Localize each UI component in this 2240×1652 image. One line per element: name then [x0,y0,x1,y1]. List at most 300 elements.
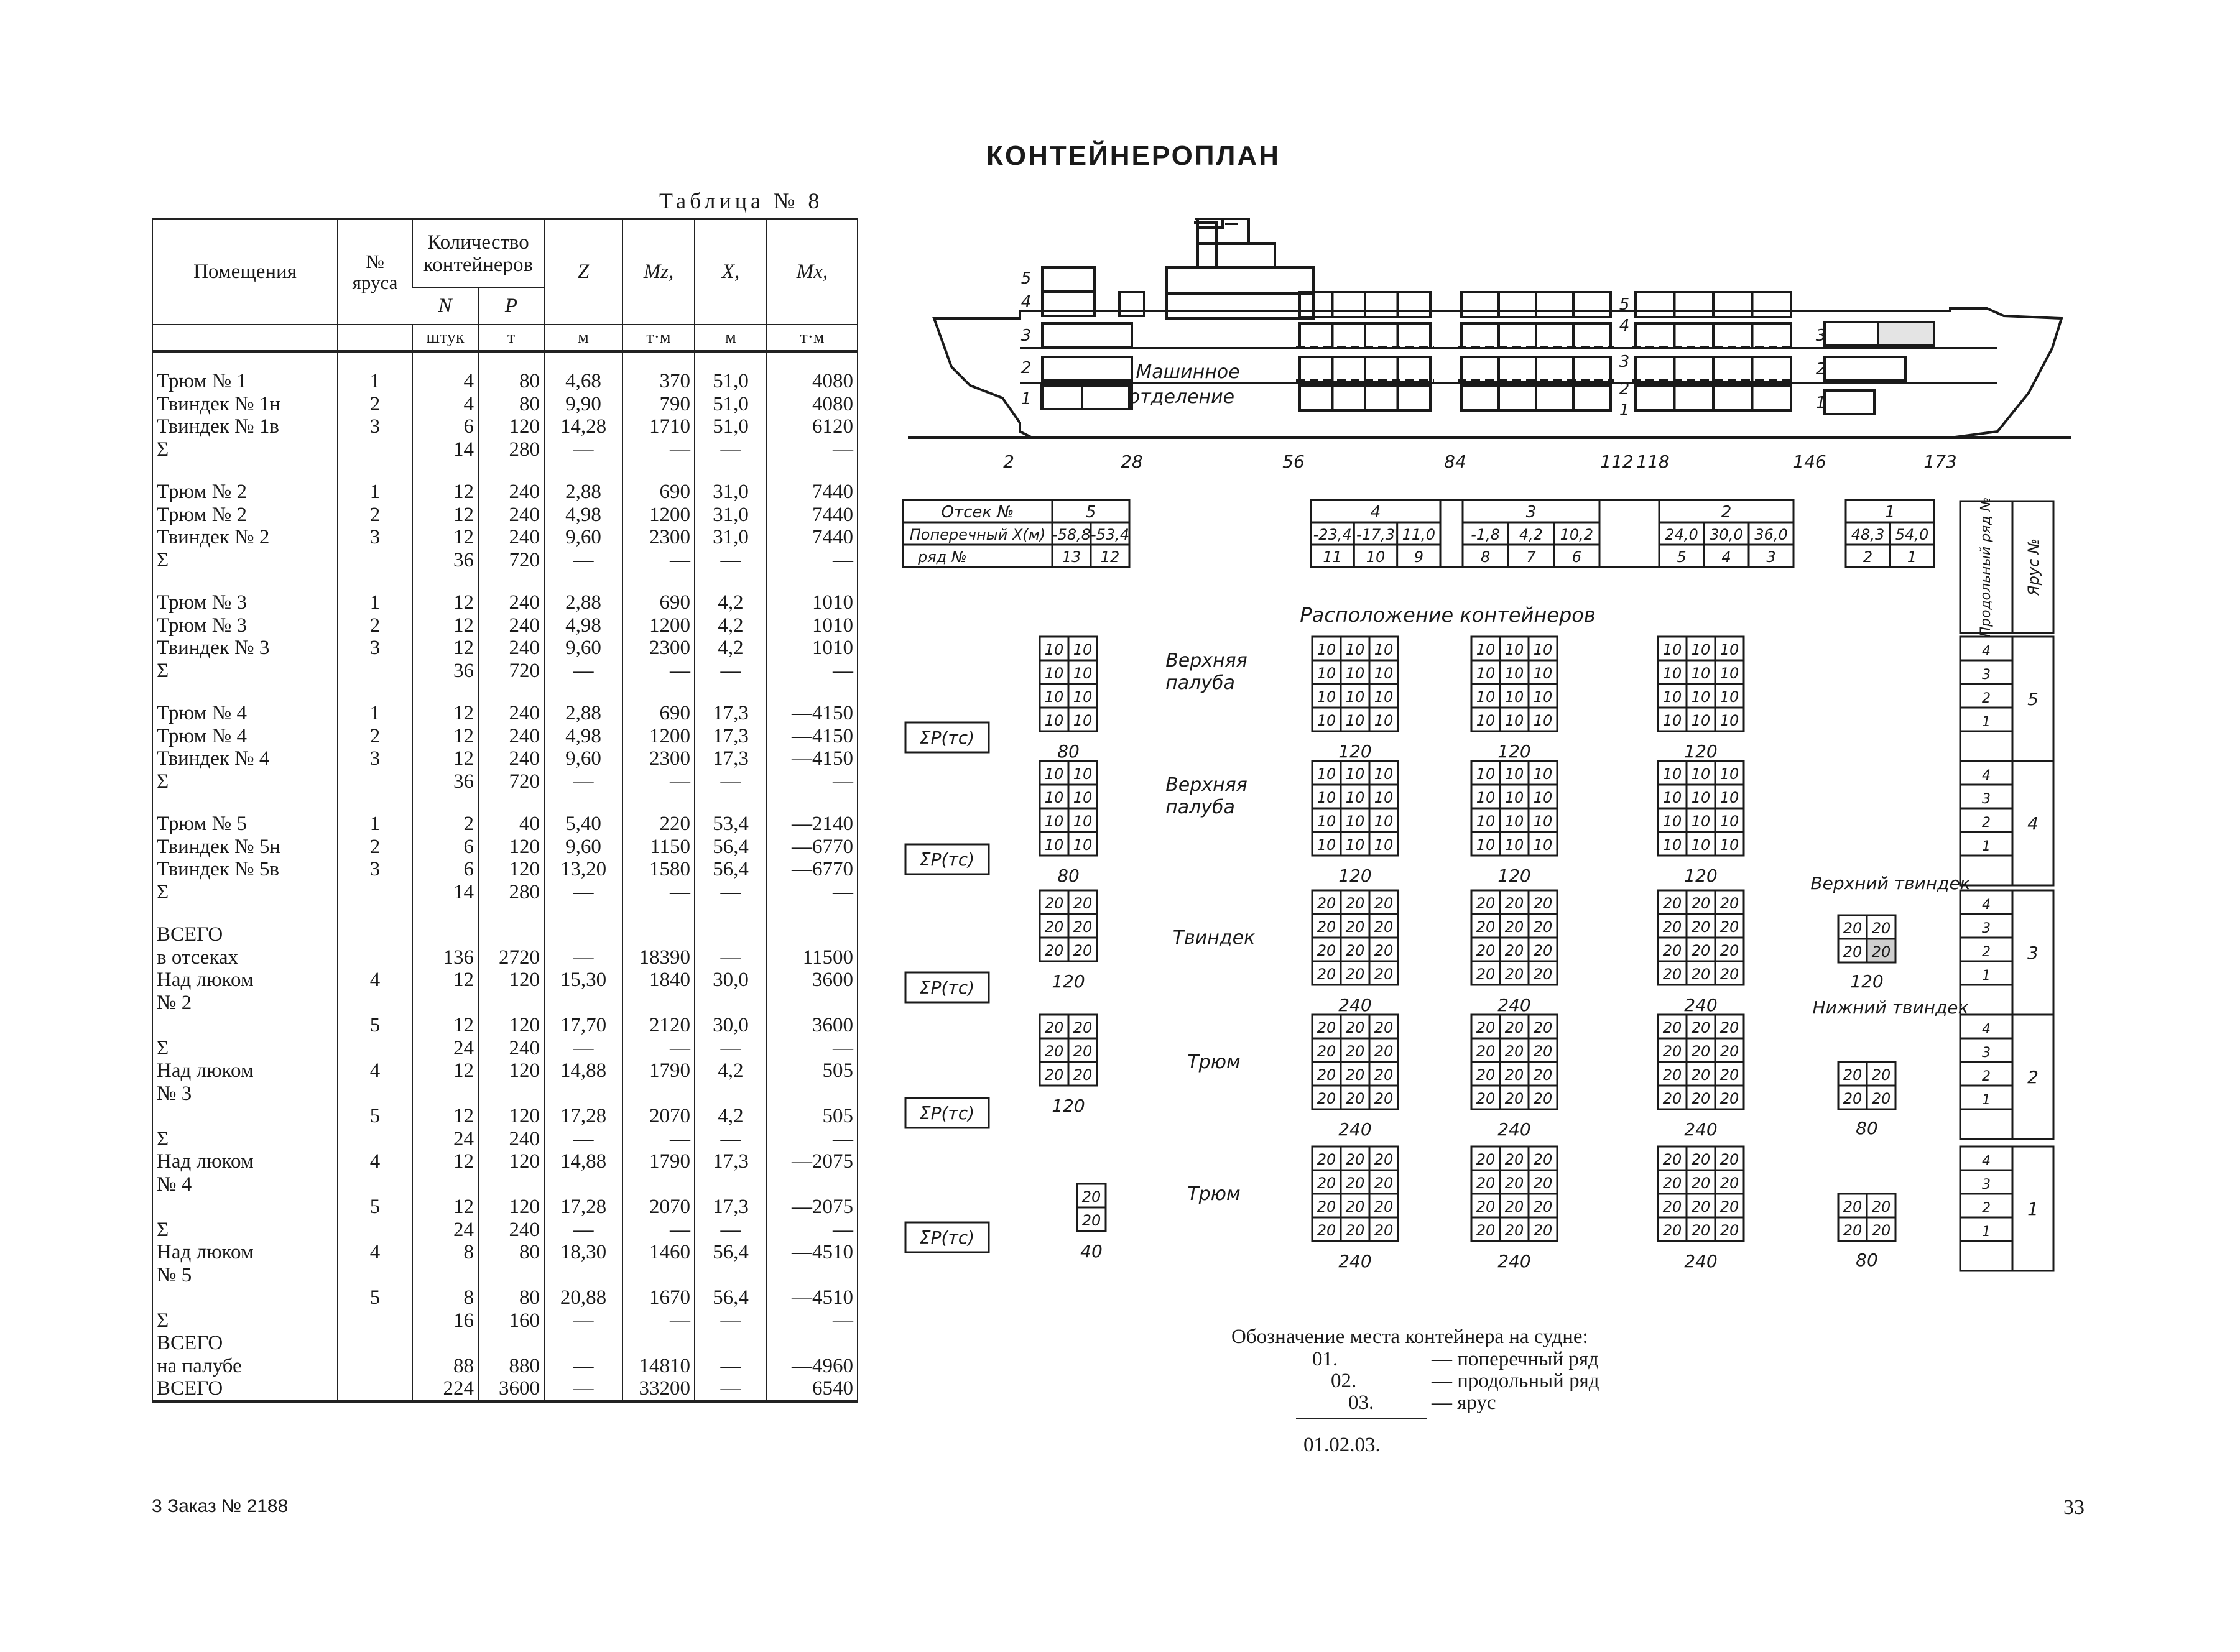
cell: 12 [412,481,478,504]
container-value: 20 [1662,1066,1682,1084]
container-value: 10 [1476,688,1496,706]
row-label: Трюм № 2 [157,481,247,503]
container-value: 10 [1533,712,1553,729]
container-value: 20 [1691,1066,1711,1084]
cell: 80 [478,393,544,416]
level-total: 120 [1684,741,1718,762]
container-value: 20 [1345,1043,1365,1060]
container-value: 20 [1476,1198,1496,1216]
container-value: 10 [1345,665,1365,682]
cell: 240 [478,747,544,770]
legend-code-2: 02. [1331,1370,1357,1392]
cell: 30,0 [695,1014,767,1037]
cell: 3 [338,415,412,438]
container-value: 20 [1345,1198,1365,1216]
legend-example: 01.02.03. [1303,1434,1381,1456]
cell: 5 [338,1014,412,1037]
container-value: 20 [1504,966,1524,983]
container-value: 20 [1719,895,1739,912]
header-p: P [478,287,544,325]
cell: 9,60 [544,526,622,549]
cell: 1790 [622,1059,695,1082]
cell: 2120 [622,1014,695,1037]
container-value: 10 [1073,836,1093,854]
container-value: 20 [1476,1174,1496,1192]
cell: 1840 [622,969,695,992]
unit-cell: т·м [622,325,695,351]
cell: 17,70 [544,1014,622,1037]
cell: 120 [478,1105,544,1128]
row-label: Σ [157,659,169,682]
transverse-value: -17,3 [1356,526,1395,543]
aft-tier-box [1042,357,1132,381]
container-value: 20 [1476,1043,1496,1060]
level-total: 120 [1338,741,1372,762]
cell: — [544,438,622,461]
level-total: 120 [1052,971,1085,992]
row-number: 11 [1323,548,1342,566]
container-value: 20 [1044,1066,1064,1084]
container-value: 10 [1504,836,1524,854]
cell: 240 [478,1219,544,1242]
container-value: 10 [1691,688,1711,706]
cell: 12 [412,747,478,770]
subrow-number: 2 [1982,691,1991,706]
cell: — [622,1128,695,1151]
transverse-value: -58,8 [1052,526,1091,543]
cell: 14 [412,881,478,904]
container-value: 20 [1871,1066,1891,1084]
cell: 7440 [767,481,858,504]
cell: 56,4 [695,1241,767,1264]
container-value: 10 [1317,712,1336,729]
level-name: палуба [1165,672,1235,694]
cell: 4,2 [695,1105,767,1128]
container-value: 10 [1317,641,1336,658]
container-value: 20 [1374,1198,1394,1216]
container-value: 20 [1476,966,1496,983]
tier-number: 5 [2027,689,2039,709]
container-value: 10 [1073,789,1093,806]
cell: — [622,549,695,572]
cell: 4 [338,1241,412,1264]
cell: —2075 [767,1150,858,1173]
compartment-number: 5 [1085,503,1096,522]
row-label: Σ [157,1036,169,1059]
frame-number: 112 [1600,451,1634,472]
cell: —4150 [767,747,858,770]
cell: 6 [412,858,478,881]
cell: 136 [412,946,478,969]
cell: — [767,770,858,793]
cell: 4,2 [695,1059,767,1082]
cell: 36 [412,549,478,572]
cell: 31,0 [695,481,767,504]
container-value: 20 [1871,1090,1891,1107]
subrow-number: 3 [1982,1177,1991,1193]
cell: 14,88 [544,1150,622,1173]
container-value: 20 [1476,1019,1496,1036]
legend-text-1: — поперечный ряд [1432,1348,1599,1370]
container-value: 20 [1073,895,1093,912]
cell: 13,20 [544,858,622,881]
cell: 17,28 [544,1105,622,1128]
row-number: 2 [1863,548,1873,566]
container-value: 10 [1345,789,1365,806]
unit-cell: т [478,325,544,351]
container-value: 20 [1662,1222,1682,1239]
container-value: 20 [1476,1066,1496,1084]
cell: 2300 [622,747,695,770]
cell: 18,30 [544,1241,622,1264]
cell: 720 [478,770,544,793]
cell: 240 [478,504,544,527]
bow-tier-number: 2 [1815,360,1826,379]
mid-tier-number: 3 [1619,353,1630,371]
mid-tier-number: 1 [1619,401,1630,420]
container-value: 10 [1504,665,1524,682]
cell: 5 [338,1105,412,1128]
container-value: 10 [1073,688,1093,706]
container-value: 10 [1504,641,1524,658]
cell: 2 [338,725,412,748]
compartment-number: 3 [1525,503,1537,522]
level-total: 120 [1497,865,1531,886]
cell: 31,0 [695,526,767,549]
level-total: 240 [1497,995,1531,1015]
container-value: 10 [1719,765,1739,783]
cell: 240 [478,725,544,748]
container-value: 20 [1504,895,1524,912]
row-label: Над люком [157,1150,254,1173]
cell: — [767,660,858,683]
cell: 17,3 [695,702,767,725]
cell: 12 [412,1105,478,1128]
cell: 2070 [622,1105,695,1128]
aft-tier-number: 4 [1020,293,1032,311]
container-value: 20 [1317,1066,1336,1084]
container-value: 20 [1504,1151,1524,1168]
cell: 4,2 [695,614,767,637]
cell: 2070 [622,1196,695,1219]
unit-cell: м [695,325,767,351]
cell: 120 [478,969,544,992]
container-value: 20 [1476,1222,1496,1239]
cell: — [622,1219,695,1242]
container-value: 20 [1374,1090,1394,1107]
tier-number: 1 [2027,1199,2039,1219]
cell: 1710 [622,415,695,438]
cell: 690 [622,481,695,504]
cell: 4,98 [544,504,622,527]
row-number: 12 [1100,548,1120,566]
cell: 12 [412,637,478,660]
container-value: 10 [1662,813,1682,830]
bow-box-mid [1825,357,1905,381]
cell: 4,2 [695,591,767,614]
container-value: 20 [1533,1066,1553,1084]
container-value: 10 [1374,712,1394,729]
cell: 280 [478,881,544,904]
cell: — [622,770,695,793]
row-number: 4 [1721,548,1731,566]
bow-tier-number: 3 [1815,326,1826,345]
container-value: 20 [1374,1043,1394,1060]
cell: 30,0 [695,969,767,992]
cell: 4 [412,393,478,416]
container-value: 20 [1345,1066,1365,1084]
container-value: 20 [1719,966,1739,983]
container-value: 20 [1345,1222,1365,1239]
cell: 4,2 [695,637,767,660]
container-plan [903,497,2053,1272]
container-value: 20 [1374,942,1394,959]
container-value: 20 [1719,1019,1739,1036]
cell: 1010 [767,637,858,660]
bow-tier-number: 1 [1815,394,1826,412]
level-total: 240 [1684,995,1718,1015]
cell: 6120 [767,415,858,438]
row-label: № 2 [157,991,192,1014]
cell: 120 [478,858,544,881]
frame-number: 118 [1636,451,1670,472]
container-value: 20 [1662,1151,1682,1168]
container-value: 20 [1691,1151,1711,1168]
header-n: N [438,294,452,317]
frame-number: 84 [1444,451,1466,472]
gap-block [1599,500,1659,567]
cell: 4 [338,1059,412,1082]
container-value: 20 [1044,1019,1064,1036]
cell: 9,60 [544,836,622,859]
container-value: 10 [1691,789,1711,806]
level-extra-label: Нижний твиндек [1812,997,1969,1018]
container-value: 10 [1719,789,1739,806]
container-value: 20 [1073,1019,1093,1036]
cell: 2 [338,614,412,637]
container-value: 20 [1073,1043,1093,1060]
cell: 3600 [767,1014,858,1037]
container-value: 10 [1719,665,1739,682]
cell: 3 [338,526,412,549]
superstructure-3 [1198,244,1275,267]
cell: 4,98 [544,614,622,637]
cell: 12 [412,614,478,637]
container-value: 10 [1719,836,1739,854]
container-value: 20 [1871,1198,1891,1216]
level-name: Трюм [1187,1183,1241,1205]
cell: — [695,1037,767,1060]
cell: — [695,438,767,461]
container-value: 20 [1345,1090,1365,1107]
engine-room-label-2: отделение [1128,386,1235,408]
container-value: 20 [1504,1222,1524,1239]
superstructure-2 [1167,267,1313,293]
cell: — [544,549,622,572]
cell: 24 [412,1037,478,1060]
level-total: 240 [1497,1119,1531,1140]
container-value: 10 [1476,641,1496,658]
row-label: ряд № [918,548,967,566]
cell: 4080 [767,393,858,416]
row-label: № 4 [157,1173,192,1196]
page-title: КОНТЕЙНЕРОПЛАН [986,141,1280,171]
container-value: 20 [1317,1222,1336,1239]
transverse-value: 30,0 [1710,526,1743,543]
frame-number: 56 [1282,451,1305,472]
cell: 4080 [767,370,858,393]
container-value: 10 [1044,665,1064,682]
container-value: 20 [1691,966,1711,983]
cell: 240 [478,481,544,504]
container-value: 10 [1345,641,1365,658]
compartment-label: Отсек № [941,503,1014,522]
container-value: 20 [1533,1043,1553,1060]
cell: — [544,660,622,683]
cell: — [695,1128,767,1151]
cell: 2 [338,836,412,859]
cell: — [767,1037,858,1060]
level-total: 240 [1684,1251,1718,1271]
cell: 240 [478,591,544,614]
row-label: Твиндек № 1в [157,415,279,438]
container-value: 20 [1662,1198,1682,1216]
cell: 224 [412,1377,478,1401]
cell: 17,3 [695,1196,767,1219]
cell: 6540 [767,1377,858,1401]
row-label: Σ [157,1309,169,1332]
container-value: 20 [1374,1151,1394,1168]
cell: 280 [478,438,544,461]
cell: 1150 [622,836,695,859]
cell: 5 [338,1196,412,1219]
cell: 5,40 [544,813,622,836]
container-value: 20 [1504,1090,1524,1107]
cell: 3600 [478,1377,544,1401]
level-total: 80 [1856,1118,1878,1138]
cell: 56,4 [695,836,767,859]
container-value: 10 [1662,765,1682,783]
cell: 240 [478,526,544,549]
container-value: 20 [1317,1151,1336,1168]
cell: — [695,881,767,904]
subrow-number: 3 [1982,667,1991,683]
container-value: 10 [1504,789,1524,806]
container-value: 20 [1533,1019,1553,1036]
cell: 1200 [622,725,695,748]
container-value: 20 [1345,942,1365,959]
legend-text-2: — продольный ряд [1432,1370,1599,1392]
cell: 17,3 [695,747,767,770]
cell: 240 [478,1128,544,1151]
subrow-number: 4 [1982,897,1991,913]
cell: 80 [478,1241,544,1264]
unit-cell: т·м [767,325,858,351]
level-total: 40 [1080,1241,1103,1262]
cell: 18390 [622,946,695,969]
transverse-value: 11,0 [1402,526,1436,543]
cell: 1 [338,481,412,504]
container-value: 10 [1044,765,1064,783]
subrow-number: 3 [1982,791,1991,807]
cell: 9,60 [544,747,622,770]
cell: 690 [622,591,695,614]
cell: 15,30 [544,969,622,992]
container-value: 10 [1374,836,1394,854]
layout-title: Расположение контейнеров [1300,603,1596,627]
cell: 24 [412,1128,478,1151]
cell: 4 [338,1150,412,1173]
container-value: 20 [1871,1222,1891,1239]
container-value: 20 [1044,918,1064,936]
subrow-number: 1 [1982,968,1991,984]
row-label: Σ [157,438,169,461]
container-value: 20 [1504,1043,1524,1060]
container-value: 10 [1073,665,1093,682]
container-value: 10 [1662,836,1682,854]
header-z: Z [544,219,622,325]
container-value: 10 [1719,641,1739,658]
cell: 2 [412,813,478,836]
container-value: 20 [1662,1174,1682,1192]
container-value: 10 [1476,765,1496,783]
level-name: Верхняя [1165,650,1247,671]
container-value: 20 [1662,1043,1682,1060]
container-value: 20 [1345,1174,1365,1192]
cell: — [622,1037,695,1060]
legend-code-3: 03. [1348,1391,1374,1414]
cell: 12 [412,1014,478,1037]
container-value: 10 [1533,789,1553,806]
container-value: 10 [1662,688,1682,706]
level-total: 120 [1684,865,1718,886]
cell: 5 [338,1286,412,1309]
cell: — [767,549,858,572]
container-value: 20 [1843,1222,1863,1239]
cell: 1 [338,813,412,836]
container-value: 20 [1662,1090,1682,1107]
cell: 1580 [622,858,695,881]
cell: 51,0 [695,370,767,393]
container-value: 20 [1871,943,1891,961]
cell: — [695,1219,767,1242]
cell: 4 [412,370,478,393]
cell: 14,28 [544,415,622,438]
container-value: 20 [1691,1222,1711,1239]
row-label: Σ [157,880,169,903]
cell: 2720 [478,946,544,969]
aft-tier-box [1042,385,1132,409]
level-name: Твиндек [1172,927,1256,949]
mid-tier-number: 4 [1619,316,1630,335]
cell: 8 [412,1286,478,1309]
cell: — [767,438,858,461]
transverse-value: 36,0 [1754,526,1788,543]
level-total: 240 [1338,995,1372,1015]
cell: 12 [412,591,478,614]
row-label: Над люком [157,1241,254,1263]
order-number: 3 Заказ № 2188 [152,1496,289,1516]
level-total: 120 [1850,971,1884,992]
cell: 24 [412,1219,478,1242]
cell: 790 [622,393,695,416]
container-value: 20 [1345,966,1365,983]
cell: 720 [478,549,544,572]
row-label: № 3 [157,1082,192,1105]
cell: 1 [338,591,412,614]
legend-title: Обозначение места контейнера на судне: [1231,1326,1588,1348]
row-label: Над люком [157,1059,254,1082]
